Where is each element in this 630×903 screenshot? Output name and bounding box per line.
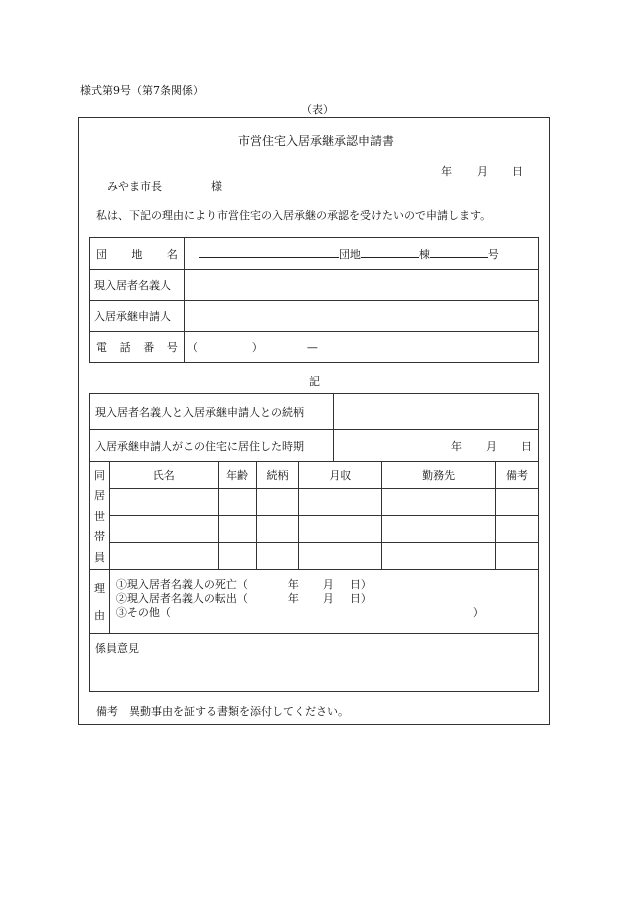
applicant-label-cell (90, 301, 185, 332)
member-income[interactable] (299, 516, 382, 543)
reason-content[interactable] (109, 570, 538, 634)
member-relation[interactable] (256, 543, 299, 570)
addressee-honorific: 様 (211, 180, 222, 193)
phone-value[interactable] (184, 332, 538, 363)
header-remarks: 備考 (496, 462, 539, 489)
period-year: 年 (451, 439, 462, 453)
relation-label: 現入居者名義人と入居承継申請人との続柄 (95, 405, 304, 419)
member-income[interactable] (299, 543, 382, 570)
note-text: 備考 異動事由を証する書類を添付してください。 (96, 705, 349, 718)
household-side-2: 居 (93, 489, 105, 502)
reason-side-label (90, 570, 110, 634)
building-suffix: 棟 (418, 247, 430, 261)
applicant-table (89, 237, 539, 363)
household-side-5: 員 (93, 550, 105, 564)
member-workplace[interactable] (382, 543, 496, 570)
danchi-name-blank[interactable] (199, 248, 339, 258)
room-suffix: 号 (487, 247, 499, 261)
danchi-label-1: 団 (96, 247, 107, 261)
member-age[interactable] (218, 489, 256, 516)
reason-side-1: 理 (93, 582, 105, 596)
household-side-label (90, 462, 110, 570)
household-row (90, 516, 539, 543)
member-name[interactable] (109, 516, 218, 543)
current-holder-label-cell (90, 270, 185, 301)
room-blank[interactable] (430, 248, 488, 258)
reason-item-2[interactable]: ②現入居者名義人の転出（ 年 月 日） (115, 592, 372, 605)
member-age[interactable] (218, 543, 256, 570)
household-side-1: 同 (93, 468, 105, 482)
details-table (89, 393, 539, 692)
danchi-label-3: 名 (166, 247, 178, 261)
date-month: 月 (477, 165, 488, 178)
header-name: 氏名 (109, 462, 218, 489)
danchi-label-2: 地 (131, 247, 143, 261)
staff-opinion-cell[interactable] (90, 634, 539, 692)
member-workplace[interactable] (382, 489, 496, 516)
member-relation[interactable] (256, 489, 299, 516)
member-age[interactable] (218, 516, 256, 543)
member-income[interactable] (299, 489, 382, 516)
member-name[interactable] (109, 543, 218, 570)
header-workplace: 勤務先 (382, 462, 496, 489)
addressee-name: みやま市長 (107, 180, 162, 193)
phone-dash: — (306, 341, 318, 354)
reason-item-other[interactable]: ③その他（ ） (115, 606, 484, 619)
danchi-value-cell[interactable] (184, 238, 538, 270)
member-remarks[interactable] (496, 543, 539, 570)
side-label: （表） (301, 103, 334, 116)
intro-text: 私は、下記の理由により市営住宅の入居承継の承認を受けたいので申請します。 (96, 209, 492, 222)
applicant-label: 入居承継申請人 (94, 310, 171, 323)
header-income: 月収 (299, 462, 382, 489)
household-row (90, 489, 539, 516)
member-remarks[interactable] (496, 489, 539, 516)
staff-opinion-label: 係員意見 (95, 642, 139, 655)
reason-item-1[interactable]: ①現入居者名義人の死亡（ 年 月 日） (115, 578, 372, 591)
period-day: 日 (521, 439, 532, 453)
period-month: 月 (486, 439, 497, 453)
phone-label-cell (90, 332, 185, 363)
danchi-label-cell (90, 238, 185, 270)
member-relation[interactable] (256, 516, 299, 543)
period-value[interactable] (334, 430, 539, 462)
phone-open: （ (186, 341, 198, 354)
period-label: 入居承継申請人がこの住宅に居住した時期 (95, 439, 304, 453)
applicant-value[interactable] (184, 301, 538, 332)
relation-value[interactable] (334, 394, 539, 430)
phone-label-2: 話 (119, 341, 131, 354)
form-title: 市営住宅入居承継承認申請書 (238, 134, 395, 148)
date-day: 日 (512, 165, 523, 178)
household-side-3: 世 (93, 509, 105, 523)
relation-label-cell (90, 394, 334, 430)
header-relation: 続柄 (256, 462, 299, 489)
header-age: 年齢 (218, 462, 256, 489)
form-number: 様式第9号（第7条関係） (80, 84, 204, 97)
phone-label-4: 号 (166, 341, 178, 354)
phone-close: ） (251, 341, 263, 354)
member-name[interactable] (109, 489, 218, 516)
phone-label-3: 番 (143, 341, 155, 354)
household-side-4: 帯 (93, 530, 105, 543)
phone-label-1: 電 (96, 341, 107, 354)
date-year: 年 (441, 165, 452, 178)
current-holder-value[interactable] (184, 270, 538, 301)
building-blank[interactable] (361, 248, 419, 258)
period-label-cell (90, 430, 334, 462)
danchi-suffix: 団地 (338, 247, 361, 261)
ki-label: 記 (309, 375, 320, 388)
household-row (90, 543, 539, 570)
current-holder-label: 現入居者名義人 (94, 279, 171, 292)
member-remarks[interactable] (496, 516, 539, 543)
reason-side-2: 由 (93, 608, 105, 622)
member-workplace[interactable] (382, 516, 496, 543)
